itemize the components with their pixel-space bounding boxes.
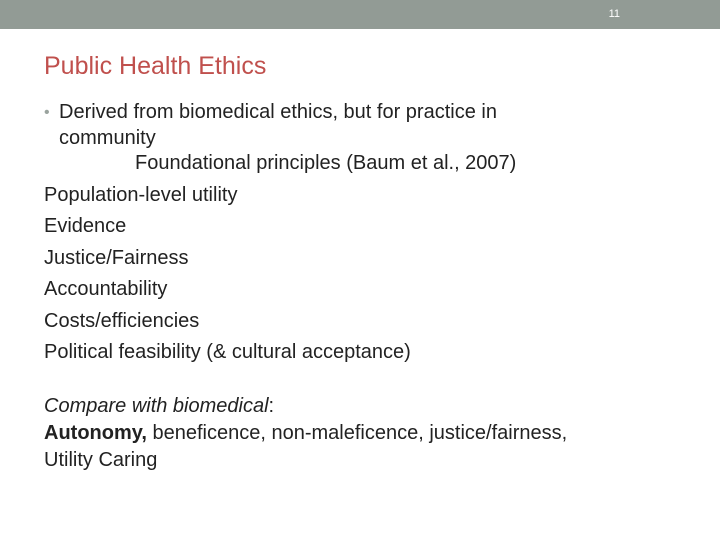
principle-item: Population-level utility [44, 183, 238, 206]
principle-item: Accountability [44, 278, 168, 300]
principle-item: Political feasibility (& cultural acceptance) [44, 341, 411, 363]
biomedical-line2: Utility Caring [44, 448, 158, 471]
bullet-text-line1: Derived from biomedical ethics, but for practice in [59, 101, 497, 123]
bullet-item [44, 97, 704, 154]
principles-subheading: Foundational principles (Baum et al., 2007) [135, 152, 517, 174]
spacer [44, 369, 704, 393]
slide-body [44, 97, 704, 474]
principle-item: Costs/efficiencies [44, 309, 200, 332]
compare-label: Compare with biomedical [44, 394, 269, 417]
bullet-text-line2: community [59, 126, 156, 149]
compare-heading [44, 393, 704, 420]
top-bar [0, 0, 720, 29]
principle-item: Justice/Fairness [44, 246, 189, 269]
slide-number: 11 [608, 8, 620, 20]
slide-title: Public Health Ethics [44, 52, 267, 80]
compare-colon: : [268, 394, 275, 417]
biomedical-principles [44, 420, 704, 447]
principle-item: Evidence [44, 215, 127, 237]
bullet-icon: • [44, 104, 50, 121]
biomedical-rest: beneficence, non-maleficence, justice/fairness, [146, 421, 568, 444]
autonomy-term: Autonomy, [44, 421, 147, 444]
